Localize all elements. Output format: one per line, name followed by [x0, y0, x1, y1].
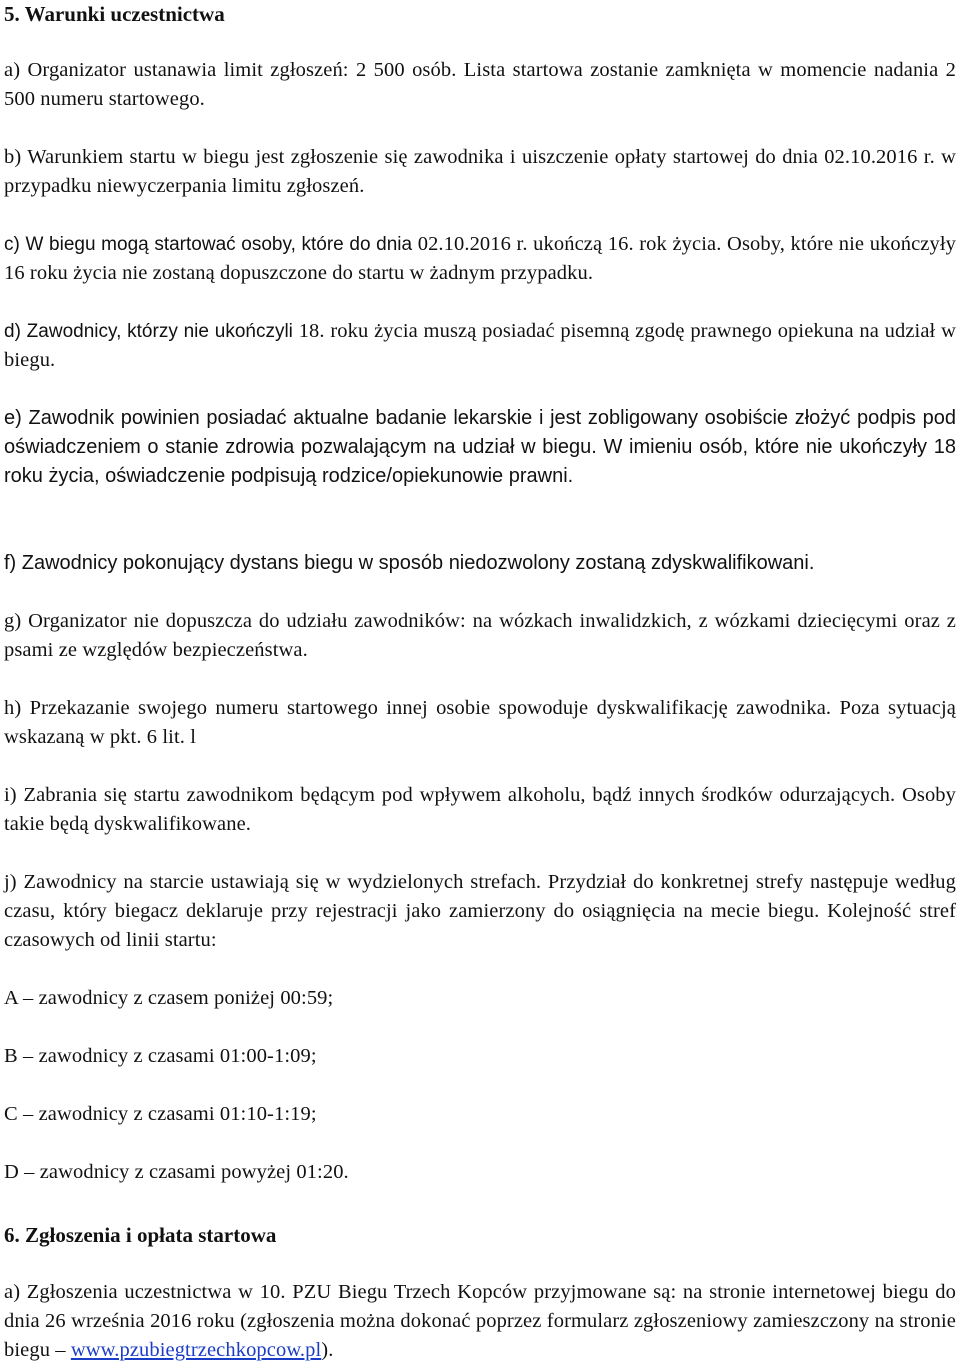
rule-i: i) Zabrania się startu zawodnikom będącym pod wpływem alkoholu, bądź innych środków odurzających. Osoby takie będą dyskwalifikowane.: [4, 784, 956, 835]
rule-h: h) Przekazanie swojego numeru startowego innej osobie spowoduje dyskwalifikację zawodnika. Poza sytuacją wskazaną w pkt. 6 lit. l: [4, 697, 956, 748]
rule-c: [4, 230, 956, 288]
section-6-heading: 6. Zgłoszenia i opłata startowa: [4, 1223, 277, 1247]
registration-a-text: a) Zgłoszenia uczestnictwa w 10. PZU Biegu Trzech Kopców przyjmowane są: na stronie internetowej biegu do dnia 26 września 2016 roku (zgłoszenia można dokonać poprzez formularz zgłoszeniowy zamieszczony na stronie biegu –: [4, 1281, 956, 1361]
race-website-link[interactable]: www.pzubiegtrzechkopcow.pl: [70, 1339, 322, 1361]
rule-e: e) Zawodnik powinien posiadać aktualne badanie lekarskie i jest zobligowany osobiście złożyć podpis pod oświadczeniem o stanie zdrowia pozwalającym na udział w biegu. W imieniu osób, które nie ukończyły 18 roku życia, oświadczenie podpisują rodzice/opiekunowie prawni.: [4, 407, 956, 487]
rule-c-text-2: 02.10.2016 r. ukończą 16. rok życia.: [417, 233, 722, 255]
zone-a: A – zawodnicy z czasem poniżej 00:59;: [4, 987, 334, 1009]
rule-d-text-3: roku życia muszą posiadać pisemną zgodę prawnego opiekuna na udział w biegu.: [4, 320, 956, 371]
rule-j: j) Zawodnicy na starcie ustawiają się w wydzielonych strefach. Przydział do konkretnej strefy następuje według czasu, który biegacz deklaruje przy rejestracji jako zamierzony do osiągnięcia na mecie biegu. Kolejność stref czasowych od linii startu:: [4, 871, 956, 951]
section-5-heading: 5. Warunki uczestnictwa: [4, 2, 225, 26]
registration-a: [4, 1278, 956, 1365]
zone-d: D – zawodnicy z czasami powyżej 01:20.: [4, 1161, 349, 1183]
rule-b: b) Warunkiem startu w biegu jest zgłoszenie się zawodnika i uiszczenie opłaty startowej do dnia 02.10.2016 r. w przypadku niewyczerpania limitu zgłoszeń.: [4, 146, 956, 197]
registration-a-end: ).: [321, 1339, 334, 1361]
rule-d-text-1: d) Zawodnicy, którzy nie ukończyli: [4, 321, 299, 342]
rule-d-text-2: 18.: [298, 320, 325, 342]
rule-c-text-1: c) W biegu mogą startować osoby, które do dnia: [4, 234, 418, 255]
zone-b: B – zawodnicy z czasami 01:00-1:09;: [4, 1045, 317, 1067]
rule-c-text-3: Osoby, które nie ukończyły 16 roku życia nie zostaną dopuszczone do startu w żadnym przypadku.: [4, 233, 956, 284]
zone-c: C – zawodnicy z czasami 01:10-1:19;: [4, 1103, 317, 1125]
rule-d: [4, 317, 956, 375]
rule-a: a) Organizator ustanawia limit zgłoszeń: 2 500 osób. Lista startowa zostanie zamknięta w momencie nadania 2 500 numeru startowego.: [4, 59, 956, 110]
rule-g: g) Organizator nie dopuszcza do udziału zawodników: na wózkach inwalidzkich, z wózkami dziecięcymi oraz z psami ze względów bezpieczeństwa.: [4, 610, 956, 661]
rule-f: f) Zawodnicy pokonujący dystans biegu w sposób niedozwolony zostaną zdyskwalifikowani.: [4, 552, 815, 574]
